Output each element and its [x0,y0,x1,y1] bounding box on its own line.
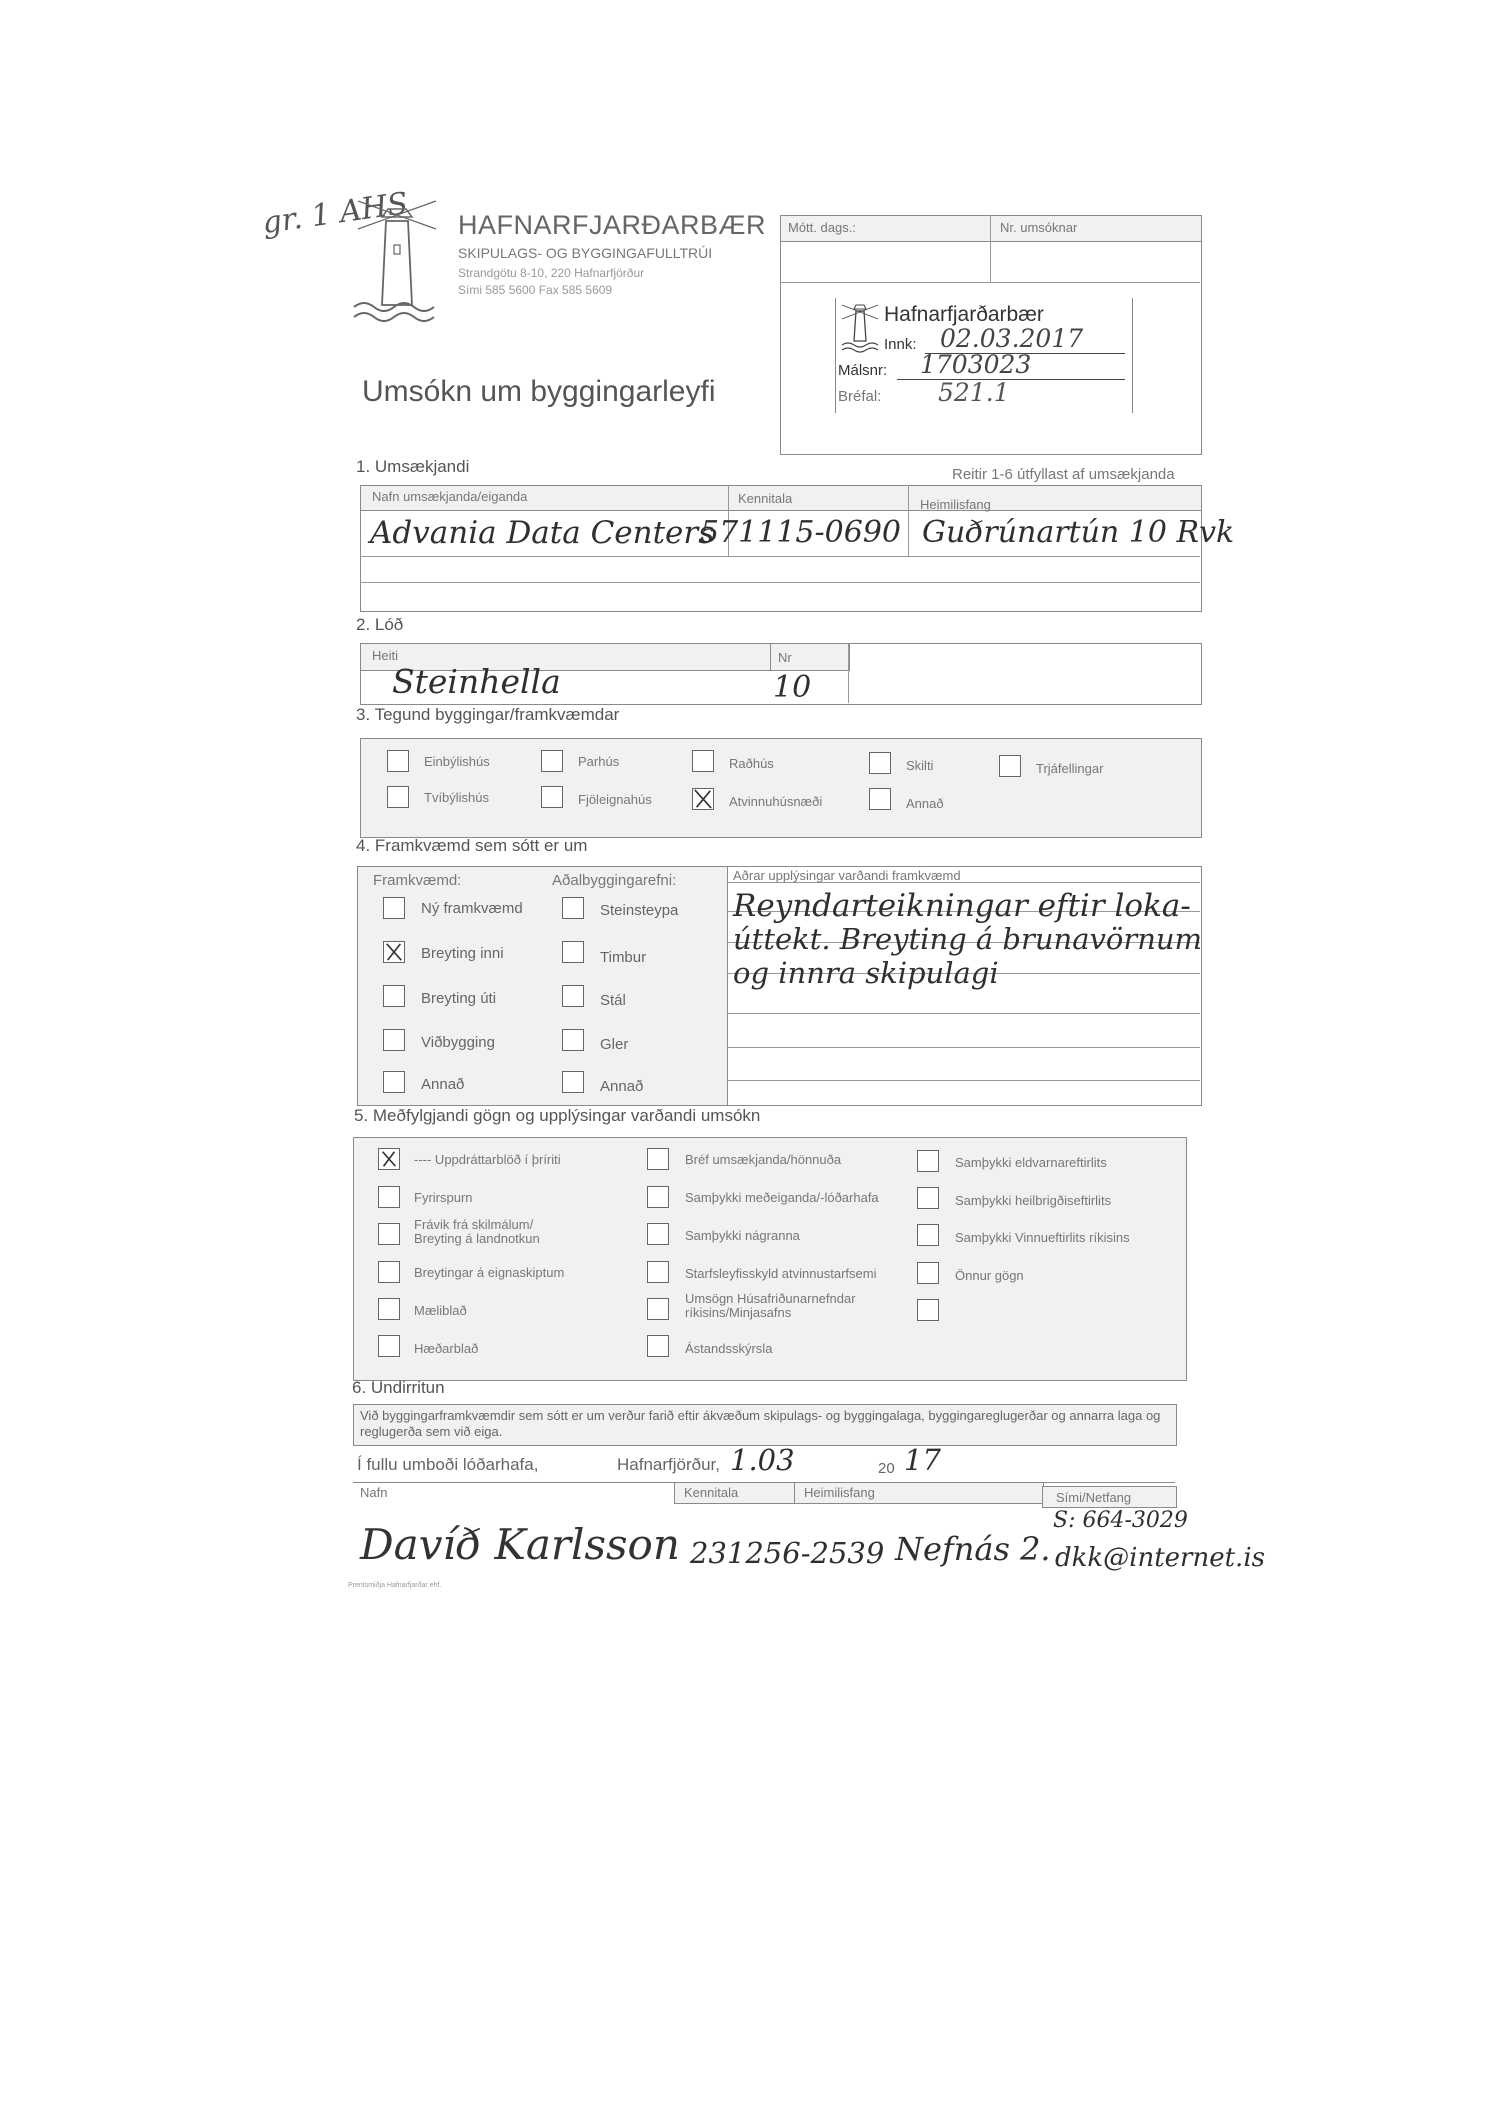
checkbox-fjoleignahus[interactable] [541,786,563,808]
stamp-brefal-label: Bréfal: [838,388,882,405]
checkbox-vinnueftirlit[interactable] [917,1224,939,1246]
checkbox-radhus[interactable] [692,750,714,772]
checkbox-bref[interactable] [647,1148,669,1170]
checkmark-x-icon [384,942,404,962]
org-address: Strandgötu 8-10, 220 Hafnarfjörður [458,266,645,280]
label-breyting-inni: Breyting inni [421,945,504,962]
declaration-text: Við byggingarframkvæmdir sem sótt er um verður farið eftir ákvæðum skipulags- og byggingalaga, byggingareglugerðar og annarra laga og reglugerða sem við eiga. [360,1408,1161,1439]
label-ny-framkvaemd: Ný framkvæmd [421,900,523,917]
stamp-innk-value: 02.03.2017 [940,324,1084,353]
work-type-label: Framkvæmd: [373,872,462,889]
other-info-line-3[interactable]: og innra skipulagi [733,956,999,990]
plot-name-value[interactable]: Steinhella [392,662,561,701]
sig-addr-label: Heimilisfang [804,1485,875,1500]
section-2-title: 2. Lóð [356,615,404,634]
label-onnur-gogn: Önnur gögn [955,1268,1024,1283]
checkbox-husafridun[interactable] [647,1298,669,1320]
signature-email[interactable]: dkk@internet.is [1055,1543,1265,1573]
checkbox-nagranna[interactable] [647,1223,669,1245]
checkbox-starfsleyfi[interactable] [647,1261,669,1283]
signature-address[interactable]: Nefnás 2. [895,1530,1051,1568]
stamp-innk-label: Innk: [884,336,917,353]
checkbox-steinsteypa[interactable] [562,897,584,919]
label-trjafellingar: Trjáfellingar [1036,761,1104,776]
checkbox-eldvarnareftirlit[interactable] [917,1150,939,1172]
label-breyting-uti: Breyting úti [421,990,497,1007]
applicant-addr-label: Heimilisfang [920,497,991,512]
form-title: Umsókn um byggingarleyfi [362,375,716,408]
year-prefix: 20 [878,1460,895,1477]
section-1-title: 1. Umsækjandi [356,457,470,476]
checkbox-annad-type[interactable] [869,788,891,810]
checkbox-onnur-gogn[interactable] [917,1262,939,1284]
other-info-line-2[interactable]: úttekt. Breyting á brunavörnum [733,922,1203,956]
label-parhus: Parhús [578,754,620,769]
stamp-lighthouse-icon [840,303,880,353]
org-name: HAFNARFJARÐARBÆR [458,210,767,240]
checkmark-x-icon [693,789,713,809]
label-vinnueftirlit: Samþykki Vinnueftirlits ríkisins [955,1230,1130,1245]
checkbox-ny-framkvaemd[interactable] [383,897,405,919]
checkbox-vidbygging[interactable] [383,1029,405,1051]
label-bref: Bréf umsækjanda/hönnuða [685,1152,842,1167]
application-number-label: Nr. umsóknar [1000,220,1078,235]
label-timbur: Timbur [600,949,647,966]
label-heilbrigdiseftirlit: Samþykki heilbrigðiseftirlits [955,1193,1112,1208]
other-info-label: Aðrar upplýsingar varðandi framkvæmd [733,868,961,883]
checkbox-timbur[interactable] [562,941,584,963]
building-type-box [360,738,1202,838]
sig-kt-label: Kennitala [684,1485,739,1500]
label-uppdrattarblod: ---- Uppdráttarblöð í þríriti [414,1152,561,1167]
printer-credit: Prentsmiðja Hafnarfjarðar ehf. [348,1582,442,1589]
checkbox-gler[interactable] [562,1029,584,1051]
label-atvinnuhusnaedi: Atvinnuhúsnæði [729,794,823,809]
checkbox-eignaskiptum[interactable] [378,1261,400,1283]
proxy-text: Í fullu umboði lóðarhafa, [357,1455,539,1474]
checkbox-uppdrattarblod[interactable] [378,1148,400,1170]
sign-date[interactable]: 1.03 [730,1443,795,1477]
received-date-label: Mótt. dags.: [788,220,856,235]
label-fjoleignahus: Fjöleignahús [578,792,652,807]
checkbox-annad-material[interactable] [562,1071,584,1093]
label-medeiganda: Samþykki meðeiganda/-lóðarhafa [685,1190,879,1205]
label-eldvarnareftirlit: Samþykki eldvarnareftirlits [955,1155,1107,1170]
applicant-addr-value[interactable]: Guðrúnartún 10 Rvk [922,515,1235,550]
city-text: Hafnarfjörður, [617,1455,720,1474]
section-6-title: 6. Undirritun [352,1378,445,1397]
plot-name-label: Heiti [372,648,399,663]
label-haedarblad: Hæðarblað [414,1341,479,1356]
label-fyrirspurn: Fyrirspurn [414,1190,473,1205]
label-starfsleyfi: Starfsleyfisskyld atvinnustarfsemi [685,1266,877,1281]
plot-nr-value[interactable]: 10 [773,670,812,705]
label-husafridun: Umsögn Húsafriðunarnefndar ríkisins/Minjasafns [685,1291,856,1320]
label-annad-material: Annað [600,1078,644,1095]
checkbox-parhus[interactable] [541,750,563,772]
other-info-line-1[interactable]: Reyndarteikningar eftir loka- [733,888,1191,924]
section-1-note: Reitir 1-6 útfyllast af umsækjanda [952,466,1175,483]
checkmark-x-icon [379,1149,399,1169]
checkbox-tvibylishus[interactable] [387,786,409,808]
signature-kt[interactable]: 231256-2539 [690,1536,885,1570]
checkbox-medeiganda[interactable] [647,1186,669,1208]
checkbox-stal[interactable] [562,985,584,1007]
checkbox-fravik[interactable] [378,1223,400,1245]
material-label: Aðalbyggingarefni: [552,872,677,889]
checkbox-maeliblad[interactable] [378,1298,400,1320]
label-astandsskyrsla: Ástandsskýrsla [685,1341,773,1356]
label-eignaskiptum: Breytingar á eignaskiptum [414,1265,565,1280]
label-skilti: Skilti [906,758,934,773]
stamp-org: Hafnarfjarðarbær [884,303,1044,326]
section-5-title: 5. Meðfylgjandi gögn og upplýsingar varðandi umsókn [354,1106,761,1125]
applicant-kt-label: Kennitala [738,491,793,506]
stamp-malsnr-value: 1703023 [920,350,1032,379]
label-vidbygging: Viðbygging [421,1034,495,1051]
applicant-name-label: Nafn umsækjanda/eiganda [372,489,528,504]
label-fravik: Frávik frá skilmálum/ Breyting á landnotkun [414,1217,540,1246]
signature-phone[interactable]: S: 664-3029 [1053,1508,1188,1533]
label-einbylishus: Einbýlishús [424,754,490,769]
margin-note: gr. 1 AHS [260,185,411,242]
label-annad-work: Annað [421,1076,465,1093]
plot-nr-label: Nr [778,650,792,665]
checkbox-einbylishus[interactable] [387,750,409,772]
org-phone: Sími 585 5600 Fax 585 5609 [458,283,613,297]
label-stal: Stál [600,992,626,1009]
checkbox-breyting-uti[interactable] [383,985,405,1007]
checkbox-annad-work[interactable] [383,1071,405,1093]
checkbox-blank[interactable] [917,1299,939,1321]
label-annad-type: Annað [906,796,944,811]
section-3-title: 3. Tegund byggingar/framkvæmdar [356,705,620,724]
applicant-name-value[interactable]: Advania Data Centers [370,515,715,551]
label-steinsteypa: Steinsteypa [600,902,679,919]
stamp-brefal-value: 521.1 [938,378,1010,407]
checkbox-breyting-inni[interactable] [383,941,405,963]
checkbox-fyrirspurn[interactable] [378,1186,400,1208]
checkbox-atvinnuhusnaedi[interactable] [692,788,714,810]
checkbox-heilbrigdiseftirlit[interactable] [917,1187,939,1209]
label-tvibylishus: Tvíbýlishús [424,790,490,805]
sig-phone-label: Sími/Netfang [1056,1490,1132,1505]
sign-year[interactable]: 17 [904,1443,941,1477]
label-nagranna: Samþykki nágranna [685,1228,800,1243]
checkbox-astandsskyrsla[interactable] [647,1335,669,1357]
section-4-title: 4. Framkvæmd sem sótt er um [356,836,588,855]
label-gler: Gler [600,1036,629,1053]
checkbox-haedarblad[interactable] [378,1335,400,1357]
stamp-malsnr-label: Málsnr: [838,362,888,379]
label-radhus: Raðhús [729,756,774,771]
dept-name: SKIPULAGS- OG BYGGINGAFULLTRÚI [458,245,713,261]
sig-name-label: Nafn [360,1485,388,1500]
checkbox-trjafellingar[interactable] [999,755,1021,777]
lighthouse-logo-icon [352,195,442,330]
signature-name[interactable]: Davíð Karlsson [360,1520,680,1569]
label-maeliblad: Mæliblað [414,1303,467,1318]
applicant-kt-value[interactable]: 571115-0690 [700,515,902,550]
checkbox-skilti[interactable] [869,752,891,774]
